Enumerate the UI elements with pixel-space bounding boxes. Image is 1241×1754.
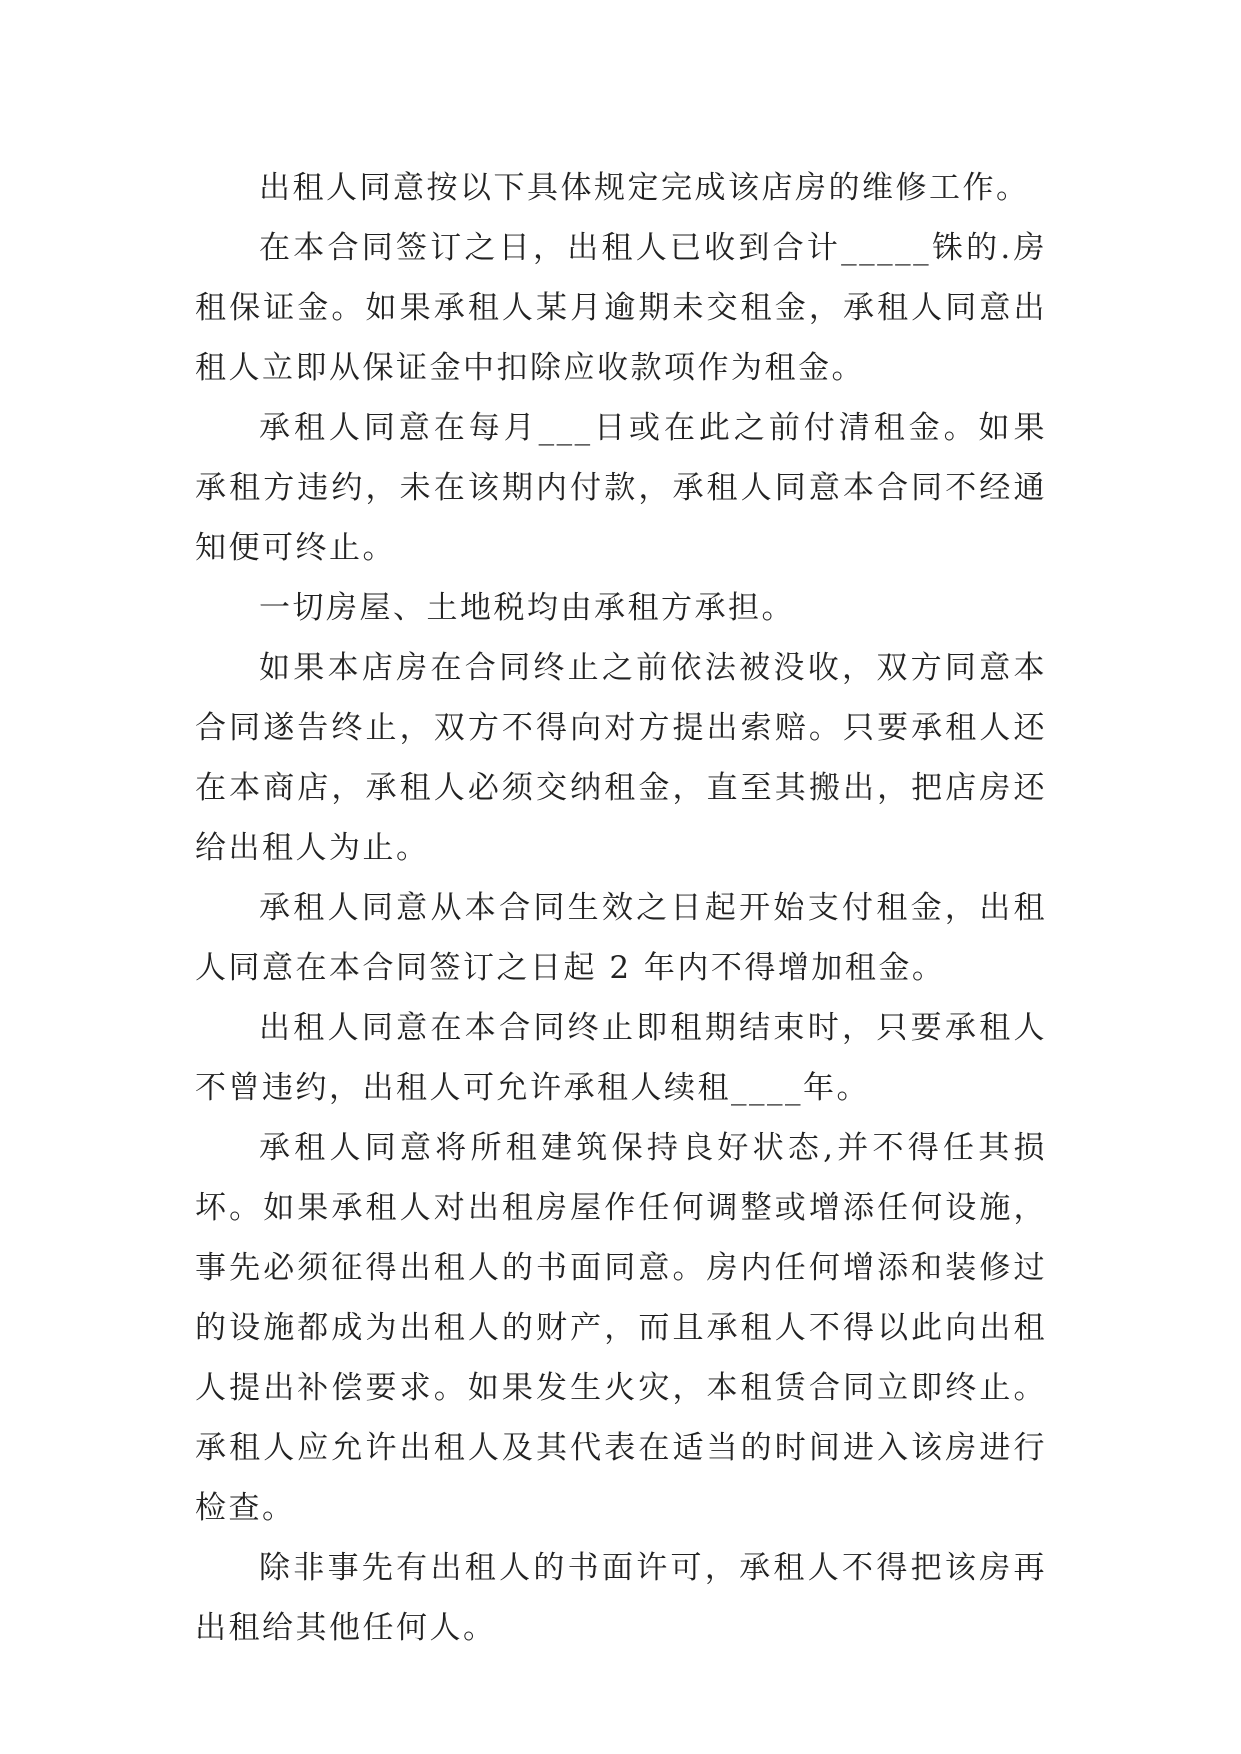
paragraph-maintenance: 出租人同意按以下具体规定完成该店房的维修工作。 (259, 170, 1030, 206)
paragraph-condition: 承租人同意将所租建筑保持良好状态,并不得任其损坏。如果承租人对出租房屋作任何调整或增添任何设施，事先必须征得出租人的书面同意。房内任何增添和装修过的设施都成为出租人的财产，而且承租人不得以此向出租人提出补偿要求。如果发生火灾，本租赁合同立即终止。承租人应允许出租人及其代表在适当的时间进入该房进行检查。 (195, 1130, 1047, 1526)
paragraph-rent-start: 承租人同意从本合同生效之日起开始支付租金，出租人同意在本合同签订之日起 2 年内不得增加租金。 (195, 890, 1047, 986)
paragraph-renewal: 出租人同意在本合同终止即租期结束时，只要承租人不曾违约，出租人可允许承租人续租____年。 (195, 1010, 1047, 1106)
paragraph-deposit: 在本合同签订之日，出租人已收到合计_____铢的.房租保证金。如果承租人某月逾期未交租金，承租人同意出租人立即从保证金中扣除应收款项作为租金。 (195, 230, 1047, 386)
paragraph-confiscation: 如果本店房在合同终止之前依法被没收，双方同意本合同遂告终止，双方不得向对方提出索赔。只要承租人还在本商店，承租人必须交纳租金，直至其搬出，把店房还给出租人为止。 (195, 650, 1047, 866)
paragraph-sublet: 除非事先有出租人的书面许可，承租人不得把该房再出租给其他任何人。 (195, 1550, 1047, 1646)
document-body (195, 158, 1047, 1658)
paragraph-taxes: 一切房屋、土地税均由承租方承担。 (259, 590, 795, 626)
paragraph-payment-date: 承租人同意在每月___日或在此之前付清租金。如果承租方违约，未在该期内付款，承租人同意本合同不经通知便可终止。 (195, 410, 1047, 566)
